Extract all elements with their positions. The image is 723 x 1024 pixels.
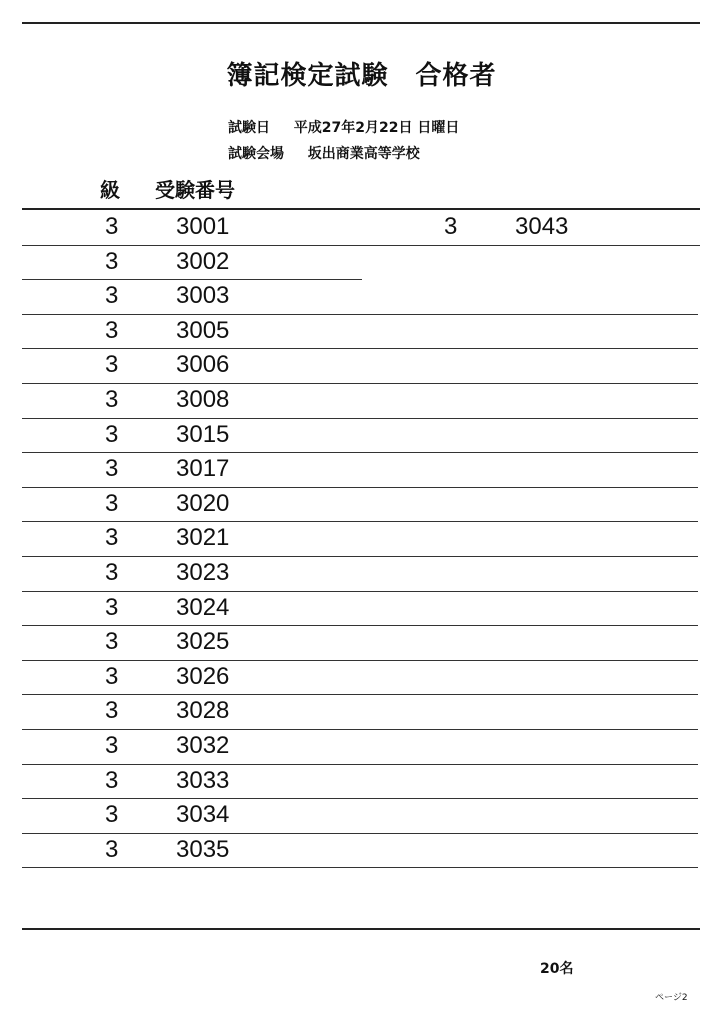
- exam-number-cell: 3028: [176, 697, 230, 725]
- exam-number-cell: 3015: [176, 420, 230, 448]
- row-divider: [22, 487, 698, 488]
- grade-cell: 3: [105, 282, 119, 310]
- venue-row: [228, 143, 420, 163]
- row-divider: [22, 660, 698, 661]
- exam-number-cell: 3032: [176, 732, 230, 759]
- row-divider: [22, 625, 698, 626]
- row-divider: [22, 798, 698, 799]
- row-divider: [22, 764, 698, 765]
- column-header-grade: 級: [100, 178, 120, 202]
- exam-number-cell: 3021: [176, 524, 230, 552]
- exam-date-label: 試験日: [228, 120, 270, 136]
- exam-number-cell: 3003: [176, 282, 230, 310]
- column-header-exam-number: 受験番号: [155, 178, 235, 202]
- exam-number-cell: 3043: [515, 213, 569, 240]
- grade-cell: 3: [105, 732, 119, 759]
- grade-cell: 3: [105, 455, 119, 483]
- exam-number-cell: 3033: [176, 766, 230, 794]
- exam-number-cell: 3035: [176, 835, 230, 863]
- total-passers: 20名: [540, 961, 574, 977]
- row-divider: [22, 833, 698, 834]
- exam-number-cell: 3025: [176, 628, 230, 656]
- grade-cell: 3: [105, 386, 119, 413]
- exam-number-cell: 3026: [176, 662, 230, 690]
- row-divider: [22, 348, 698, 349]
- bottom-rule: [22, 928, 700, 930]
- exam-number-cell: 3002: [176, 247, 230, 275]
- grade-cell: 3: [105, 697, 119, 725]
- grade-cell: 3: [105, 662, 119, 690]
- top-rule: [22, 22, 700, 24]
- exam-number-cell: 3023: [176, 559, 230, 586]
- row-divider: [22, 729, 698, 730]
- exam-number-cell: 3008: [176, 386, 230, 413]
- grade-cell: 3: [105, 628, 119, 656]
- row-divider: [22, 245, 700, 246]
- grade-cell: 3: [105, 524, 119, 552]
- exam-number-cell: 3005: [176, 316, 230, 344]
- row-divider: [22, 452, 698, 453]
- exam-date-row: [228, 117, 459, 137]
- row-divider: [22, 591, 698, 592]
- venue-value: 坂出商業高等学校: [307, 146, 420, 162]
- exam-number-cell: 3020: [176, 489, 230, 517]
- grade-cell: 3: [105, 766, 119, 794]
- row-divider: [22, 694, 698, 695]
- grade-cell: 3: [105, 559, 119, 586]
- grade-cell: 3: [105, 247, 119, 275]
- row-divider: [22, 279, 362, 280]
- venue-label: 試験会場: [228, 146, 284, 162]
- row-divider: [22, 418, 698, 419]
- exam-number-cell: 3001: [176, 213, 230, 240]
- grade-cell: 3: [105, 835, 119, 863]
- grade-cell: 3: [105, 213, 119, 240]
- row-divider: [22, 521, 698, 522]
- grade-cell: 3: [105, 316, 119, 344]
- page-number: ページ2: [655, 993, 688, 1003]
- header-rule: [22, 208, 700, 210]
- grade-cell: 3: [444, 213, 458, 240]
- page-title: 簿記検定試験 合格者: [226, 61, 497, 91]
- grade-cell: 3: [105, 489, 119, 517]
- row-divider: [22, 383, 698, 384]
- row-divider: [22, 867, 698, 868]
- grade-cell: 3: [105, 801, 119, 829]
- exam-date-value: 平成27年2月22日 日曜日: [293, 120, 460, 136]
- grade-cell: 3: [105, 593, 119, 621]
- exam-number-cell: 3017: [176, 455, 230, 483]
- exam-number-cell: 3006: [176, 351, 230, 379]
- grade-cell: 3: [105, 351, 119, 379]
- exam-number-cell: 3024: [176, 593, 230, 621]
- exam-number-cell: 3034: [176, 801, 230, 829]
- row-divider: [22, 314, 698, 315]
- grade-cell: 3: [105, 420, 119, 448]
- row-divider: [22, 556, 698, 557]
